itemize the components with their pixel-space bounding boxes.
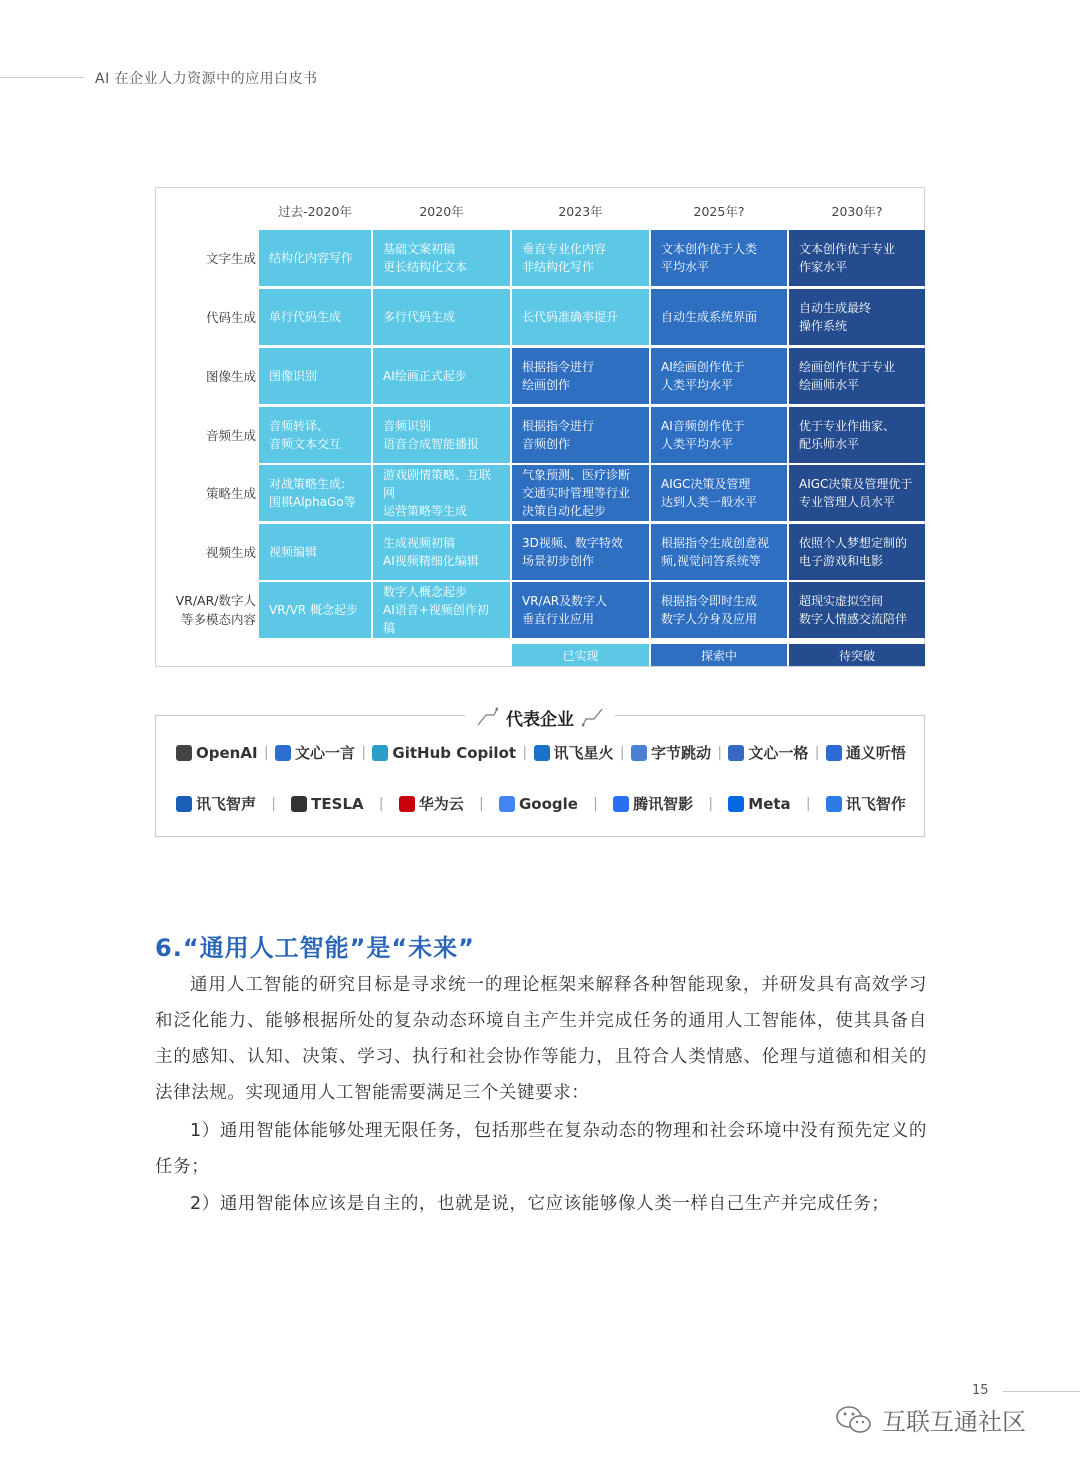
row-header — [156, 484, 256, 503]
company-logo-icon — [499, 796, 515, 812]
cell-text — [522, 417, 594, 453]
cell-text — [269, 475, 356, 511]
matrix-cell — [373, 582, 510, 638]
decorative-line-icon — [476, 707, 498, 727]
cell-text — [522, 534, 623, 570]
cell-text — [661, 534, 769, 570]
cell-line: 非结构化写作 — [522, 260, 595, 274]
cell-line: 单行代码生成 — [269, 310, 342, 324]
cell-text — [269, 249, 353, 267]
company-name: 文心一格 — [748, 744, 809, 762]
logo-separator: | — [263, 744, 269, 761]
cell-text — [383, 308, 455, 326]
logo-separator: | — [593, 795, 598, 812]
cell-line: 音频转译、 — [269, 419, 330, 433]
row-header-line: 策略生成 — [205, 485, 256, 501]
row-header-line: 等多模态内容 — [180, 612, 256, 627]
representative-companies-box — [155, 715, 925, 837]
company-logo — [826, 742, 906, 763]
matrix-cell — [789, 524, 925, 580]
company-name: TESLA — [311, 794, 364, 813]
legend-item: 待突破 — [789, 644, 925, 666]
cell-line: 超现实虚拟空间 — [799, 594, 884, 608]
matrix-cell — [373, 289, 510, 345]
cell-line: 垂直专业化内容 — [522, 242, 607, 256]
cell-text — [661, 358, 745, 394]
row-header-line: 文字生成 — [205, 250, 256, 266]
footer-rule — [1003, 1391, 1080, 1392]
company-logo — [275, 742, 355, 763]
cell-line: 音频创作 — [522, 437, 571, 451]
legend-item: 探索中 — [651, 644, 787, 666]
aigc-capability-matrix — [155, 187, 925, 667]
company-name: Google — [518, 794, 578, 813]
company-logo-row-1 — [176, 742, 906, 763]
paragraph-requirement-2: 2）通用智能体应该是自主的，也就是说，它应该能够像人类一样自己生产并完成任务； — [190, 1194, 890, 1214]
cell-text — [522, 466, 630, 520]
cell-line: 数字人情感交流陪伴 — [799, 612, 908, 626]
matrix-cell — [789, 289, 925, 345]
cell-line: 绘画师水平 — [799, 378, 860, 392]
cell-line: 自动生成最终 — [799, 301, 872, 315]
company-logo — [728, 742, 808, 763]
matrix-cell — [512, 407, 649, 463]
cell-text — [269, 308, 341, 326]
cell-text — [799, 240, 895, 276]
cell-line: 频,视觉问答系统等 — [661, 554, 761, 568]
cell-text — [383, 417, 479, 453]
logo-separator: | — [619, 744, 625, 761]
wechat-icon — [834, 1404, 874, 1436]
matrix-cell — [373, 230, 510, 286]
page-number: 15 — [972, 1383, 989, 1398]
company-logo-icon — [826, 745, 842, 761]
cell-line: 语音合成智能播报 — [383, 437, 480, 451]
company-name: 文心一言 — [294, 744, 355, 762]
cell-line: AIGC决策及管理 — [661, 477, 751, 491]
cell-text — [269, 367, 317, 385]
row-header-line: 图像生成 — [205, 368, 256, 384]
cell-line: AI音频创作优于 — [661, 419, 745, 433]
row-header — [156, 543, 256, 562]
matrix-cell — [373, 407, 510, 463]
paragraph-requirement-1: 1）通用智能体能够处理无限任务，包括那些在复杂动态的物理和社会环境中没有预先定义的任务； — [155, 1121, 927, 1177]
paragraph-intro: 通用人工智能的研究目标是寻求统一的理论框架来解释各种智能现象，并研发具有高效学习和泛化能力、能够根据所处的复杂动态环境自主产生并完成任务的通用人工智能体，使其具备自主的感知、认知、决策、学习、执行和社会协作等能力，且符合人类情感、伦理与道德和相关的法律法规。实现通用人工智能需要满足三个关键要求： — [155, 975, 927, 1103]
logo-separator: | — [814, 744, 820, 761]
cell-text — [383, 534, 479, 570]
cell-line: 更长结构化文本 — [383, 260, 468, 274]
matrix-cell — [259, 465, 371, 521]
cell-line: 垂直行业应用 — [522, 612, 595, 626]
cell-line: AI视频精细化编辑 — [383, 554, 479, 568]
company-name: 华为云 — [418, 795, 464, 813]
row-header — [156, 249, 256, 268]
cell-text — [661, 592, 757, 628]
row-header — [156, 426, 256, 445]
cell-text — [383, 583, 500, 637]
company-logo — [826, 793, 906, 814]
matrix-cell — [789, 407, 925, 463]
cell-line: 图像识别 — [269, 369, 318, 383]
cell-line: 视频编辑 — [269, 545, 318, 559]
cell-line: AI绘画正式起步 — [383, 369, 467, 383]
cell-line: 文本创作优于专业 — [799, 242, 896, 256]
cell-line: 配乐师水平 — [799, 437, 860, 451]
cell-line: 游戏剧情策略、互联网 — [383, 468, 492, 500]
row-header-line: VR/AR/数字人 — [175, 593, 256, 608]
logo-separator: | — [522, 744, 528, 761]
matrix-cell — [651, 348, 787, 404]
matrix-cell — [512, 465, 649, 521]
cell-line: 绘画创作优于专业 — [799, 360, 896, 374]
matrix-cell — [259, 348, 371, 404]
company-name: 讯飞智声 — [196, 795, 257, 813]
matrix-cell — [259, 230, 371, 286]
matrix-cell — [373, 348, 510, 404]
company-logo — [372, 744, 516, 762]
company-name: Meta — [748, 794, 791, 813]
matrix-cell — [789, 465, 925, 521]
company-logo-icon — [631, 745, 647, 761]
companies-title: 代表企业 — [506, 709, 574, 730]
column-header: 2030年? — [831, 204, 883, 219]
matrix-cell — [259, 524, 371, 580]
company-name: 字节跳动 — [650, 744, 711, 762]
watermark — [834, 1402, 1026, 1437]
watermark-text: 互联互通社区 — [882, 1408, 1026, 1436]
cell-line: 根据指令生成创意视 — [661, 536, 770, 550]
cell-line: AI绘画创作优于 — [661, 360, 745, 374]
matrix-cell — [512, 524, 649, 580]
cell-line: VR/AR及数字人 — [522, 594, 608, 608]
matrix-cell — [259, 289, 371, 345]
cell-text — [799, 358, 895, 394]
company-logo-icon — [399, 796, 415, 812]
column-header: 2025年? — [693, 204, 745, 219]
cell-text — [661, 475, 757, 511]
cell-line: 基础文案初稿 — [383, 242, 456, 256]
row-header-line: 音频生成 — [205, 427, 256, 443]
company-logo-icon — [826, 796, 842, 812]
cell-text — [383, 466, 500, 520]
logo-separator: | — [805, 795, 811, 812]
matrix-cell — [512, 230, 649, 286]
cell-line: 生成视频初稿 — [383, 536, 456, 550]
logo-separator: | — [378, 795, 384, 812]
company-logo-icon — [728, 796, 744, 812]
cell-text — [269, 601, 358, 619]
matrix-cell — [512, 289, 649, 345]
cell-line: 达到人类一般水平 — [661, 495, 758, 509]
cell-text — [799, 592, 907, 628]
cell-line: 长代码准确率提升 — [522, 310, 619, 324]
company-name: GitHub Copilot — [392, 743, 517, 762]
cell-text — [269, 417, 341, 453]
column-header: 2023年 — [558, 204, 603, 219]
cell-line: 依照个人梦想定制的 — [799, 536, 908, 550]
header-rule — [0, 77, 84, 78]
cell-text — [661, 417, 745, 453]
matrix-cell — [373, 524, 510, 580]
cell-line: 气象预测、医疗诊断 — [522, 468, 631, 482]
company-logo-icon — [613, 796, 629, 812]
matrix-cell — [651, 407, 787, 463]
company-logo — [728, 795, 790, 813]
matrix-cell — [651, 465, 787, 521]
cell-line: 数字人分身及应用 — [661, 612, 758, 626]
logo-separator: | — [271, 795, 276, 812]
cell-text — [522, 358, 594, 394]
company-logo-icon — [534, 745, 550, 761]
cell-line: 人类平均水平 — [661, 378, 734, 392]
cell-line: 人类平均水平 — [661, 437, 734, 451]
matrix-cell — [651, 289, 787, 345]
cell-line: 围棋AlphaGo等 — [269, 495, 356, 509]
cell-line: 场景初步创作 — [522, 554, 595, 568]
cell-text — [799, 417, 895, 453]
company-name: 讯飞星火 — [553, 744, 614, 762]
cell-text — [269, 543, 317, 561]
company-name: 讯飞智作 — [845, 795, 906, 813]
company-name: 腾讯智影 — [633, 795, 694, 813]
column-header: 2020年 — [419, 204, 464, 219]
company-logo-icon — [291, 796, 307, 812]
company-logo — [291, 795, 363, 813]
matrix-cell — [259, 407, 371, 463]
cell-text — [661, 308, 757, 326]
row-header — [156, 367, 256, 386]
cell-line: 音频文本交互 — [269, 437, 342, 451]
company-logo — [631, 742, 711, 763]
companies-heading — [465, 703, 615, 731]
matrix-cell — [651, 230, 787, 286]
cell-line: 平均水平 — [661, 260, 710, 274]
matrix-cell — [789, 230, 925, 286]
cell-line: 文本创作优于人类 — [661, 242, 758, 256]
matrix-cell — [651, 582, 787, 638]
matrix-cell — [512, 348, 649, 404]
cell-line: VR/VR 概念起步 — [269, 603, 358, 617]
cell-line: 优于专业作曲家、 — [799, 419, 896, 433]
cell-line: 决策自动化起步 — [522, 504, 607, 518]
cell-text — [522, 240, 606, 276]
matrix-cell — [512, 582, 649, 638]
cell-line: 根据指令进行 — [522, 360, 595, 374]
cell-line: 根据指令进行 — [522, 419, 595, 433]
legend-item: 已实现 — [512, 644, 649, 666]
section-title: 6.“通用人工智能”是“未来” — [155, 934, 475, 962]
column-header: 过去-2020年 — [278, 204, 352, 219]
cell-text — [661, 240, 757, 276]
cell-line: 结构化内容写作 — [269, 251, 354, 265]
row-header-line: 视频生成 — [205, 544, 256, 560]
cell-line: 作家水平 — [799, 260, 848, 274]
company-logo-icon — [728, 745, 744, 761]
cell-text — [383, 240, 467, 276]
company-logo — [176, 744, 258, 762]
cell-text — [522, 592, 607, 628]
cell-line: 根据指令即时生成 — [661, 594, 758, 608]
decorative-line-icon — [582, 707, 604, 727]
matrix-cell — [789, 582, 925, 638]
cell-text — [799, 534, 907, 570]
matrix-cell — [373, 465, 510, 521]
company-logo-icon — [176, 745, 192, 761]
company-logo-icon — [176, 796, 192, 812]
cell-line: AIGC决策及管理优于 — [799, 477, 913, 491]
company-logo-icon — [372, 745, 388, 761]
row-header-line: 代码生成 — [205, 309, 256, 325]
company-name: OpenAI — [196, 743, 258, 762]
logo-separator: | — [479, 795, 484, 812]
company-logo — [499, 795, 578, 813]
company-logo — [176, 793, 256, 814]
cell-line: 多行代码生成 — [383, 310, 456, 324]
cell-text — [522, 308, 618, 326]
company-logo-row-2 — [176, 793, 906, 814]
company-logo — [399, 793, 464, 814]
cell-line: AI语音+视频创作初稿 — [383, 603, 489, 635]
cell-line: 3D视频、数字特效 — [522, 536, 623, 550]
cell-line: 绘画创作 — [522, 378, 571, 392]
cell-line: 自动生成系统界面 — [661, 310, 758, 324]
cell-line: 专业管理人员水平 — [799, 495, 896, 509]
running-header: AI 在企业人力资源中的应用白皮书 — [95, 71, 318, 87]
company-logo-icon — [275, 745, 291, 761]
cell-line: 交通实时管理等行业 — [522, 486, 631, 500]
row-header — [156, 308, 256, 327]
company-logo — [534, 742, 614, 763]
logo-separator: | — [717, 744, 723, 761]
cell-text — [799, 299, 871, 335]
cell-line: 运营策略等生成 — [383, 504, 468, 518]
matrix-cell — [259, 582, 371, 638]
cell-line: 音频识别 — [383, 419, 432, 433]
matrix-cell — [789, 348, 925, 404]
matrix-cell — [651, 524, 787, 580]
logo-separator: | — [361, 744, 367, 761]
cell-line: 操作系统 — [799, 319, 848, 333]
cell-text — [383, 367, 467, 385]
cell-text — [799, 475, 912, 511]
logo-separator: | — [708, 795, 714, 812]
company-logo — [613, 793, 693, 814]
row-header — [156, 591, 256, 629]
company-name: 通义听悟 — [845, 744, 906, 762]
cell-line: 对战策略生成: — [269, 477, 346, 491]
cell-line: 电子游戏和电影 — [799, 554, 884, 568]
cell-line: 数字人概念起步 — [383, 585, 468, 599]
